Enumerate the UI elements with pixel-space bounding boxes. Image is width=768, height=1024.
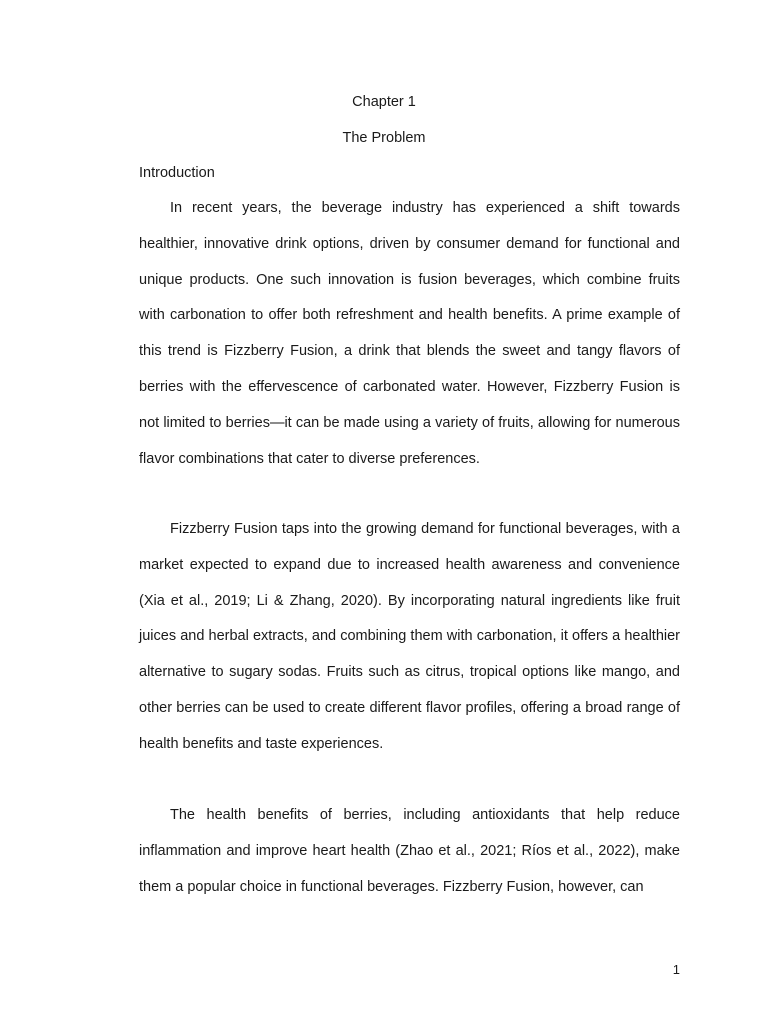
paragraph-1: In recent years, the beverage industry has experienced a shift towards healthier, innovative drink options, driven by consumer demand for functional and unique products. One such innovation is fusion beverages, which combine fruits with carbonation to offer both refreshment and health benefits. A prime example of this trend is Fizzberry Fusion, a drink that blends the sweet and tangy flavors of berries with the effervescence of carbonated water. However, Fizzberry Fusion is not limited to berries—it can be made using a variety of fruits, allowing for numerous flavor combinations that cater to diverse preferences. bbox=[139, 200, 680, 467]
page-number: 1 bbox=[672, 962, 680, 977]
paragraph-3: The health benefits of berries, including antioxidants that help reduce inflammation and improve heart health (Zhao et al., 2021; Ríos et al., 2022), make them a popular choice in functional beverages. Fizzberry Fusion, however, can bbox=[139, 807, 680, 895]
chapter-label: Chapter 1 bbox=[352, 94, 416, 110]
paragraph-2: Fizzberry Fusion taps into the growing demand for functional beverages, with a market expected to expand due to increased health awareness and convenience (Xia et al., 2019; Li & Zhang, 2020). By incorporating natural ingredients like fruit juices and herbal extracts, and combining them with carbonation, it offers a healthier alternative to sugary sodas. Fruits such as citrus, tropical options like mango, and other berries can be used to create different flavor profiles, offering a broad range of health benefits and taste experiences. bbox=[139, 521, 680, 752]
section-heading: Introduction bbox=[139, 165, 215, 181]
chapter-title: The Problem bbox=[342, 130, 426, 146]
